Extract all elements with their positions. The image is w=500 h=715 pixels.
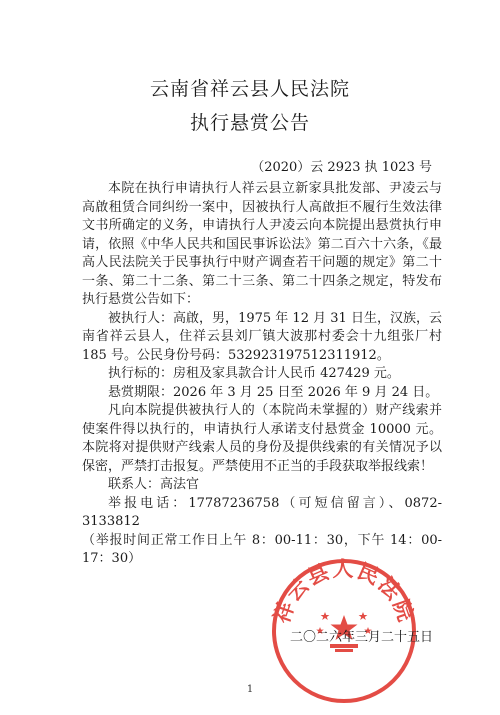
document-title: 执行悬赏公告 <box>189 112 310 134</box>
reward-paragraph: 凡向本院提供被执行人的（本院尚未掌握的）财产线索并使案件得以执行的，申请执行人承诺支付悬赏金 10000 元。本院将对提供财产线索人员的身份及提供线索的有关情况予以保密，严禁打击报复。严禁使用不正当的手段获取举报线索！ <box>82 403 442 474</box>
contact-hours: （举报时间正常工作日上午 8：00-11：30，下午 14：00-17：30） <box>82 532 442 566</box>
contact-phone: 举报电话：17787236758（可短信留言）、0872-3133812 <box>82 495 442 529</box>
svg-text:祥云县人民法院: 祥云县人民法院 <box>268 556 420 627</box>
target-paragraph: 执行标的：房租及家具款合计人民币 427429 元。 <box>108 366 400 381</box>
case-number: （2020）云 2923 执 1023 号 <box>251 160 432 175</box>
contact-person: 联系人：高法官 <box>108 477 200 492</box>
court-name: 云南省祥云县人民法院 <box>149 78 350 100</box>
intro-paragraph: 本院在执行申请执行人祥云县立新家具批发部、尹凌云与高啟租赁合同纠纷一案中，因被执行人高啟拒不履行生效法律文书所确定的义务，申请执行人尹凌云向本院提出悬赏执行申请，依照《中华人民共和国民事诉讼法》第二百六十六条，《最高人民法院关于民事执行中财产调查若干问题的规定》第二十一条、第二十二条、第二十三条、第二十四条之规定，特发布执行悬赏公告如下： <box>82 181 442 307</box>
issue-date: 二〇二六年三月二十五日 <box>290 630 434 645</box>
notice-body <box>82 180 442 569</box>
page-number: 1 <box>246 684 254 695</box>
period-paragraph: 悬赏期限：2026 年 3 月 25 日至 2026 年 9 月 24 日。 <box>108 384 439 400</box>
respondent-paragraph: 被执行人：高啟，男，1975 年 12 月 31 日生，汉族，云南省祥云县人，住祥云县刘厂镇大波那村委会十九组张厂村 185 号。公民身份号码：532923197512311912。 <box>82 310 442 363</box>
